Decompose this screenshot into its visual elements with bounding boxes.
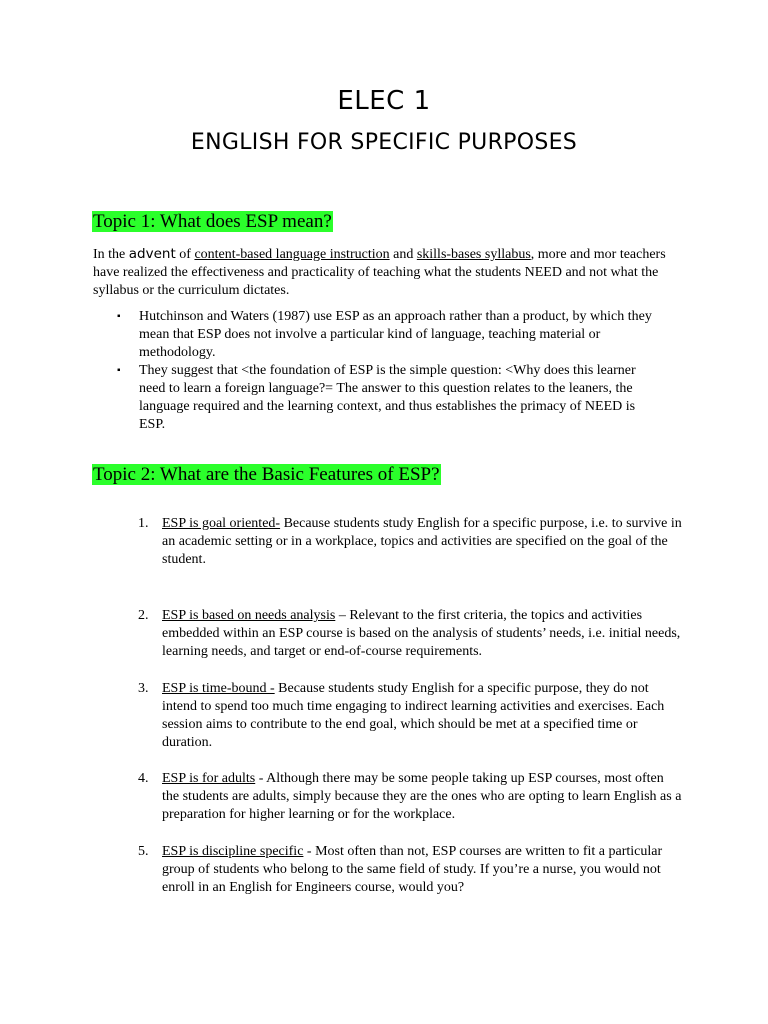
item-term: ESP is for adults [162, 771, 256, 786]
item-number: 2. [138, 608, 149, 623]
item-term: ESP is time-bound - [162, 681, 275, 696]
intro-term-content-based: content-based language instruction [194, 247, 390, 262]
item-number: 3. [138, 681, 149, 696]
intro-and: and [389, 247, 417, 262]
bullet-marker: ▪ [117, 365, 121, 376]
item-term: ESP is discipline specific [162, 844, 304, 859]
topic2-heading [92, 463, 441, 487]
topic1-intro [93, 245, 673, 300]
item-body [162, 843, 682, 897]
item-text: Because students study English for a specific purpose, i.e. to survive in an academic setting or in a workplace, topics and activities are specified on the goal of the student. [162, 516, 682, 567]
item-number: 5. [138, 844, 149, 859]
list-item [0, 362, 659, 434]
bullet-marker: ▪ [117, 311, 121, 322]
list-item [0, 308, 659, 362]
topic1-heading [92, 210, 333, 234]
item-text: - Although there may be some people taking up ESP courses, most often the students are adults, simply because they are the ones who are opting to learn English as a preparation for higher learning or for the workplace. [162, 771, 682, 822]
intro-term-skills-bases: skills-bases syllabus [416, 247, 531, 262]
item-number: 4. [138, 771, 149, 786]
topic1-heading-text: Topic 1: What does ESP mean? [93, 211, 332, 232]
item-body [162, 770, 682, 824]
item-text: Because students study English for a specific purpose, they do not intend to spend too much time engaging to indirect learning activities and exercises. Each session aims to contribute to the end goal, which should be met at a specified time or duration. [162, 681, 665, 750]
item-text: - Most often than not, ESP courses are written to fit a particular group of students who belong to the same field of study. If you’re a nurse, you would not enroll in an English for Engineers course, would you? [162, 844, 663, 895]
item-body [162, 515, 682, 569]
item-term: ESP is based on needs analysis [162, 608, 336, 623]
topic2-heading-text: Topic 2: What are the Basic Features of ESP? [93, 464, 440, 485]
topic1-bullet-list [0, 308, 659, 434]
intro-of: of [175, 247, 195, 262]
intro-advent: advent [128, 246, 176, 262]
document-title: ELEC 1 [337, 86, 431, 116]
document-subtitle: ENGLISH FOR SPECIFIC PURPOSES [190, 130, 578, 155]
bullet-text: Hutchinson and Waters (1987) use ESP as an approach rather than a product, by which they mean that ESP does not involve a particular kind of language, teaching material or methodology. [139, 309, 652, 360]
intro-rest: , more and mor teachers have realized the effectiveness and practicality of teaching what the students NEED and not what the syllabus or the curriculum dictates. [93, 247, 666, 298]
intro-prefix: In the [93, 247, 129, 262]
item-body [162, 607, 682, 661]
bullet-text: They suggest that <the foundation of ESP is the simple question: <Why does this learner need to learn a foreign language?= The answer to this question relates to the leaners, the language required and the learning context, and thus establishes the primacy of NEED is ESP. [139, 363, 636, 432]
item-term: ESP is goal oriented- [162, 516, 281, 531]
item-body [162, 680, 682, 752]
item-number: 1. [138, 516, 149, 531]
item-text: – Relevant to the first criteria, the topics and activities embedded within an ESP course is based on the analysis of students’ needs, i.e. initial needs, learning needs, and target or end-of-course requirements. [162, 608, 681, 659]
